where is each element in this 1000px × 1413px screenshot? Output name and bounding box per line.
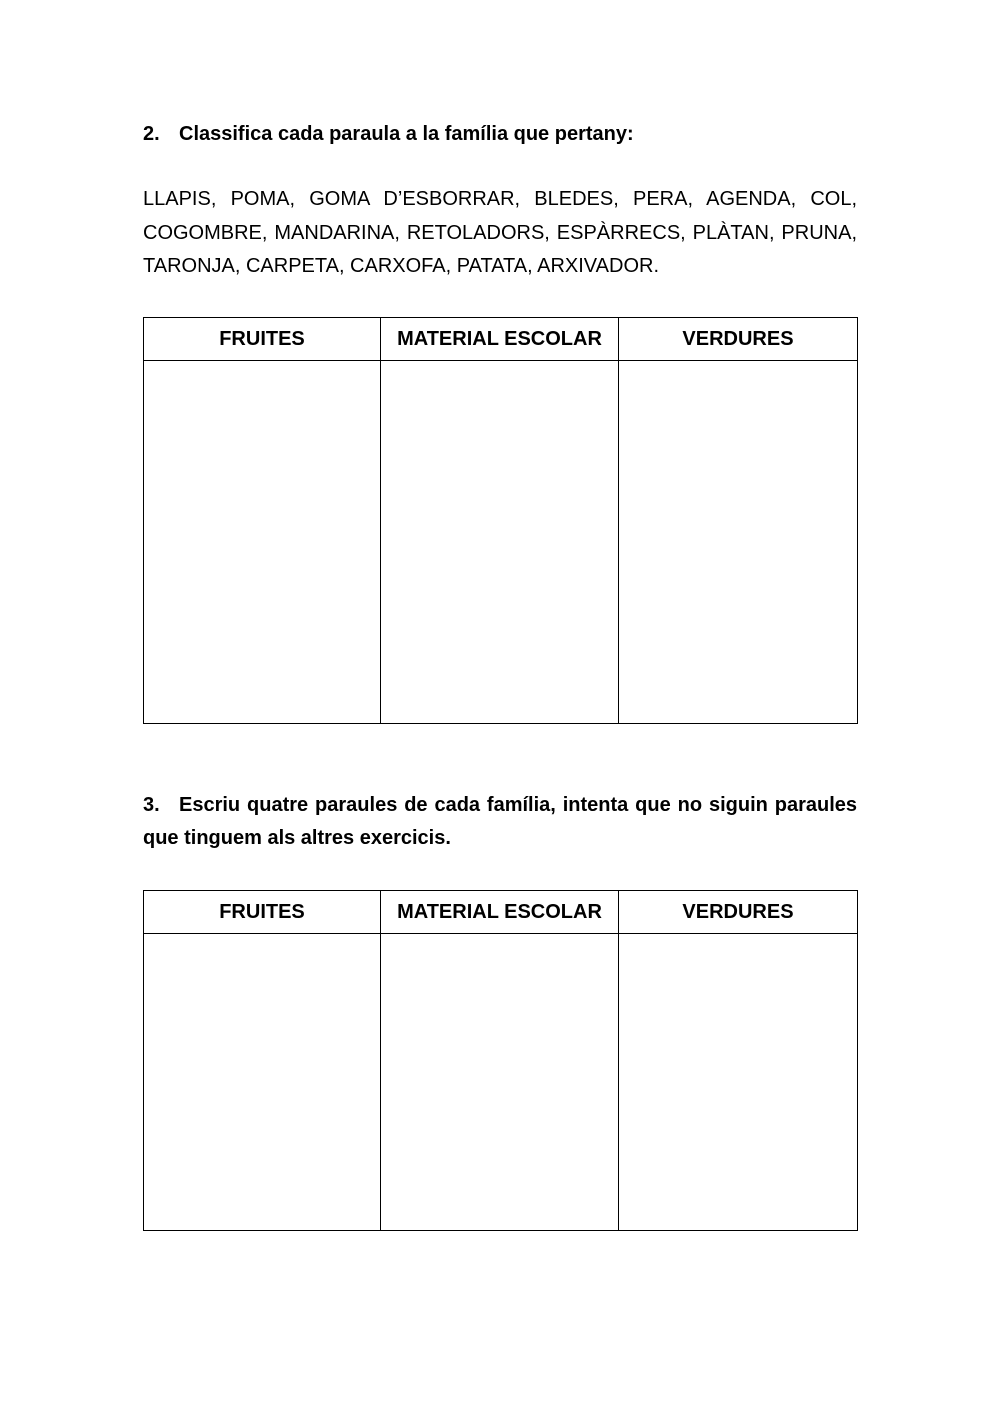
exercise-2-word-list: LLAPIS, POMA, GOMA D’ESBORRAR, BLEDES, PERA, AGENDA, COL, COGOMBRE, MANDARINA, RETOLADORS, ESPÀRRECS, PLÀTAN, PRUNA, TARONJA, CARPETA, CARXOFA, PATATA, ARXIVADOR. [143, 188, 857, 277]
column-header-fruites: FRUITES [144, 318, 381, 361]
table-header-row [144, 891, 858, 934]
table-answer-row [144, 361, 858, 724]
exercise-2-number: 2. [143, 123, 160, 145]
answer-cell-fruites[interactable] [144, 934, 381, 1231]
answer-cell-fruites[interactable] [144, 361, 381, 724]
column-header-verdures: VERDURES [619, 891, 858, 934]
exercise-3-table [143, 890, 858, 1231]
column-header-fruites: FRUITES [144, 891, 381, 934]
answer-cell-verdures[interactable] [619, 934, 858, 1231]
table-answer-row [144, 934, 858, 1231]
exercise-2-heading [143, 118, 857, 151]
exercise-3-heading [143, 789, 857, 855]
exercise-2-instruction: Classifica cada paraula a la família que pertany: [179, 123, 634, 145]
column-header-material-escolar: MATERIAL ESCOLAR [381, 318, 619, 361]
table-header-row [144, 318, 858, 361]
answer-cell-material-escolar[interactable] [381, 361, 619, 724]
exercise-3-number: 3. [143, 794, 160, 816]
column-header-verdures: VERDURES [619, 318, 858, 361]
exercise-3-instruction: Escriu quatre paraules de cada família, intenta que no siguin paraules que tinguem als altres exercicis. [143, 794, 857, 849]
answer-cell-material-escolar[interactable] [381, 934, 619, 1231]
column-header-material-escolar: MATERIAL ESCOLAR [381, 891, 619, 934]
exercise-2-table [143, 317, 858, 724]
answer-cell-verdures[interactable] [619, 361, 858, 724]
